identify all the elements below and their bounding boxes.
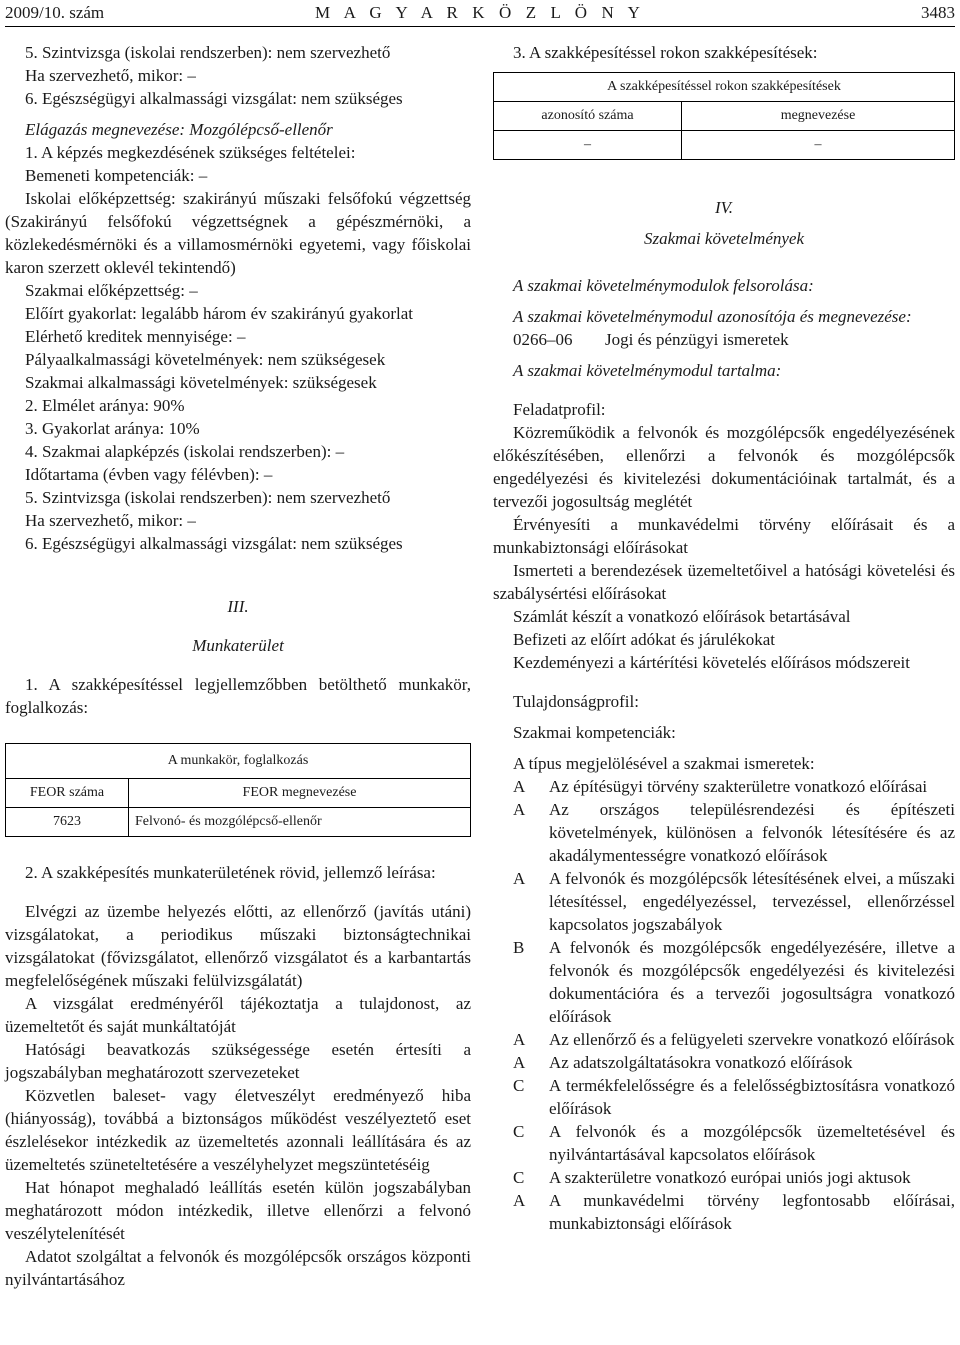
modules-title: A szakmai követelménymodulok felsorolása: (513, 276, 814, 295)
table-header: FEOR száma (6, 779, 129, 808)
table-cell: – (494, 131, 682, 160)
related-title: 3. A szakképesítéssel rokon szakképesítések: (513, 43, 818, 62)
desc-title: 2. A szakképesítés munkaterületének rövid, jellemző leírása: (25, 863, 436, 882)
knowledge-text: Az országos településrendezési és építészeti követelmények, különösen a felvonók létesítésére és az akadálymentességre vonatkozó előírások (549, 800, 955, 865)
knowledge-text: A termékfelelősségre és a felelősségbiztosításra vonatkozó előírások (549, 1076, 955, 1118)
type-letter: C (513, 1076, 525, 1095)
knowledge-text: A felvonók és a mozgólépcsők üzemeltetésével és nyilvántartásával kapcsolatos előírások (549, 1122, 955, 1164)
section-title: Szakmai követelmények (644, 229, 804, 248)
text-line: 6. Egészségügyi alkalmassági vizsgálat: nem szükséges (25, 89, 403, 108)
paragraph: Közvetlen baleset- vagy életveszélyt eredményező hiba (hiányosság), továbbá a biztonságos működést veszélyeztető eset észlelésekor intézkedik az üzemeltetés azonnali leállítására és az üzemeltetés szüneteltetésére a veszélyhelyzet megszüntetéséig (5, 1086, 471, 1174)
paragraph: Adatot szolgáltat a felvonók és mozgólépcsők országos központi nyilvántartásához (5, 1247, 471, 1289)
table-header: megnevezése (682, 102, 955, 131)
knowledge-item (493, 775, 955, 798)
type-letter: C (513, 1168, 525, 1187)
knowledge-text: A felvonók és mozgólépcsők engedélyezésére, illetve a felvonók és mozgólépcsők engedélyezési és kivitelezési dokumentációra és a tervezői jogosultságra vonatkozó előírások (549, 938, 955, 1026)
task-item: Kezdeményezi a kártérítési követelés előírásos módszereit (513, 653, 910, 672)
table-cell: – (682, 131, 955, 160)
type-letter: A (513, 1030, 526, 1049)
text-line: Szakmai előképzettség: – (25, 281, 198, 300)
text-line: 3. Gyakorlat aránya: 10% (25, 419, 200, 438)
task-item: Számlát készít a vonatkozó előírások betartásával (513, 607, 851, 626)
text-line: 6. Egészségügyi alkalmassági vizsgálat: nem szükséges (25, 534, 403, 553)
knowledge-item (493, 1051, 955, 1074)
module-content-title: A szakmai követelménymodul tartalma: (513, 361, 782, 380)
job-table (5, 743, 471, 837)
task-item: Befizeti az előírt adókat és járulékokat (513, 630, 775, 649)
text-line: Bemeneti kompetenciák: – (25, 166, 208, 185)
knowledge-item (493, 1189, 955, 1235)
module-name: Jogi és pénzügyi ismeretek (605, 330, 789, 349)
left-column (5, 41, 471, 1291)
publication-title: M A G Y A R K Ö Z L Ö N Y (315, 3, 645, 22)
text-line: Pályaalkalmassági követelmények: nem szükségesek (25, 350, 386, 369)
task-profile-title: Feladatprofil: (513, 400, 606, 419)
knowledge-text: Az adatszolgáltatásokra vonatkozó előírások (549, 1053, 853, 1072)
paragraph: Elvégzi az üzembe helyezés előtti, az ellenőrző (javítás utáni) vizsgálatokat, a periodikus műszaki biztonságtechnikai vizsgálatokat (fővizsgálatot, ellenőrző vizsgálatot és a karbantartás megfelelőségének műszaki felülvizsgálatát) (5, 902, 471, 990)
text-line: 2. Elmélet aránya: 90% (25, 396, 185, 415)
text-line: Elérhető kreditek mennyisége: – (25, 327, 246, 346)
knowledge-text: A munkavédelmi törvény legfontosabb előírásai, munkabiztonsági előírások (549, 1191, 955, 1233)
right-column (493, 41, 955, 1235)
table-caption: A szakképesítéssel rokon szakképesítések (494, 73, 955, 102)
paragraph: Hat hónapot meghaladó leállítás esetén külön jogszabályban meghatározott módon intézkedik, illetve ellenőrzi a felvonó veszélytelenítését (5, 1178, 471, 1243)
knowledge-title: A típus megjelölésével a szakmai ismeretek: (513, 754, 815, 773)
knowledge-text: A felvonók és mozgólépcsők létesítésének elvei, a műszaki létesítéssel, engedélyezéssel, tervezéssel, ellenőrzéssel kapcsolatos jogszabályok (549, 869, 955, 934)
competences-title: Szakmai kompetenciák: (513, 723, 676, 742)
task-item: Ismerteti a berendezések üzemeltetőivel a hatósági követelési és szabálysértési előírásokat (493, 561, 955, 603)
knowledge-item (493, 867, 955, 936)
task-item: Érvényesíti a munkavédelmi törvény előírásait és a munkabiztonsági előírásokat (493, 515, 955, 557)
text-line: Szakmai alkalmassági követelmények: szükségesek (25, 373, 377, 392)
knowledge-item (493, 1074, 955, 1120)
section-title: Munkaterület (192, 636, 284, 655)
text-line: 4. Szakmai alapképzés (iskolai rendszerben): – (25, 442, 345, 461)
knowledge-item (493, 1028, 955, 1051)
text-line: Ha szervezhető, mikor: – (25, 66, 196, 85)
task-item: Közreműködik a felvonók és mozgólépcsők engedélyezésének előkészítésében, ellenőrzi a felvonók és mozgólépcsők engedélyezési és kivitelezési dokumentációinak tartalmát, és a tervezői jogosultság meglétét (493, 423, 955, 511)
type-letter: A (513, 800, 526, 819)
module-id-title: A szakmai követelménymodul azonosítója és megnevezése: (513, 307, 912, 326)
text-line: Előírt gyakorlat: legalább három év szakirányú gyakorlat (25, 304, 414, 323)
knowledge-text: Az ellenőrző és a felügyeleti szervekre vonatkozó előírások (549, 1030, 955, 1049)
knowledge-item (493, 1166, 955, 1189)
section-number: III. (227, 597, 249, 616)
paragraph: A vizsgálat eredményéről tájékoztatja a tulajdonost, az üzemeltetőt és saját munkáltatóját (5, 994, 471, 1036)
table-cell: Felvonó- és mozgólépcső-ellenőr (129, 808, 471, 837)
knowledge-item (493, 936, 955, 1028)
page-header (5, 0, 955, 27)
text-line: 5. Szintvizsga (iskolai rendszerben): nem szervezhető (25, 43, 391, 62)
table-row (494, 131, 955, 160)
type-letter: A (513, 1053, 526, 1072)
text-line: Ha szervezhető, mikor: – (25, 511, 196, 530)
issue-number: 2009/10. szám (5, 3, 105, 22)
type-letter: A (513, 869, 526, 888)
section-number: IV. (714, 198, 734, 217)
type-letter: A (513, 1191, 526, 1210)
page-number: 3483 (921, 3, 955, 22)
related-table (493, 72, 955, 160)
text-line: Iskolai előképzettség: szakirányú műszaki felsőfokú végzettség (Szakirányú felsőfokú végzettségnek a gépészmérnöki, a közlekedésmérnöki és a villamosmérnöki egyetemi, vagy főiskolai karon szerzett oklevél tekintendő) (5, 189, 471, 277)
table-cell: 7623 (6, 808, 129, 837)
text-line: 5. Szintvizsga (iskolai rendszerben): nem szervezhető (25, 488, 391, 507)
type-letter: C (513, 1122, 525, 1141)
knowledge-text: Az építésügyi törvény szakterületre vonatkozó előírásai (549, 777, 928, 796)
paragraph: Hatósági beavatkozás szükségessége esetén értesíti a jogszabályban meghatározott szervezeteket (5, 1040, 471, 1082)
job-title: 1. A szakképesítéssel legjellemzőbben betölthető munkakör, foglalkozás: (5, 675, 471, 717)
branch-name: Elágazás megnevezése: Mozgólépcső-ellenőr (25, 120, 333, 139)
table-row (6, 808, 471, 837)
table-header: azonosító száma (494, 102, 682, 131)
table-header: FEOR megnevezése (129, 779, 471, 808)
prereq-title: 1. A képzés megkezdésének szükséges feltételei: (25, 143, 356, 162)
type-letter: A (513, 777, 526, 796)
property-profile-title: Tulajdonságprofil: (513, 692, 639, 711)
knowledge-text: A szakterületre vonatkozó európai uniós jogi aktusok (549, 1168, 911, 1187)
module-row (493, 328, 955, 351)
table-caption: A munkakör, foglalkozás (6, 744, 471, 779)
knowledge-item (493, 798, 955, 867)
knowledge-item (493, 1120, 955, 1166)
module-code: 0266–06 (513, 330, 573, 349)
type-letter: B (513, 938, 525, 957)
text-line: Időtartama (évben vagy félévben): – (25, 465, 273, 484)
